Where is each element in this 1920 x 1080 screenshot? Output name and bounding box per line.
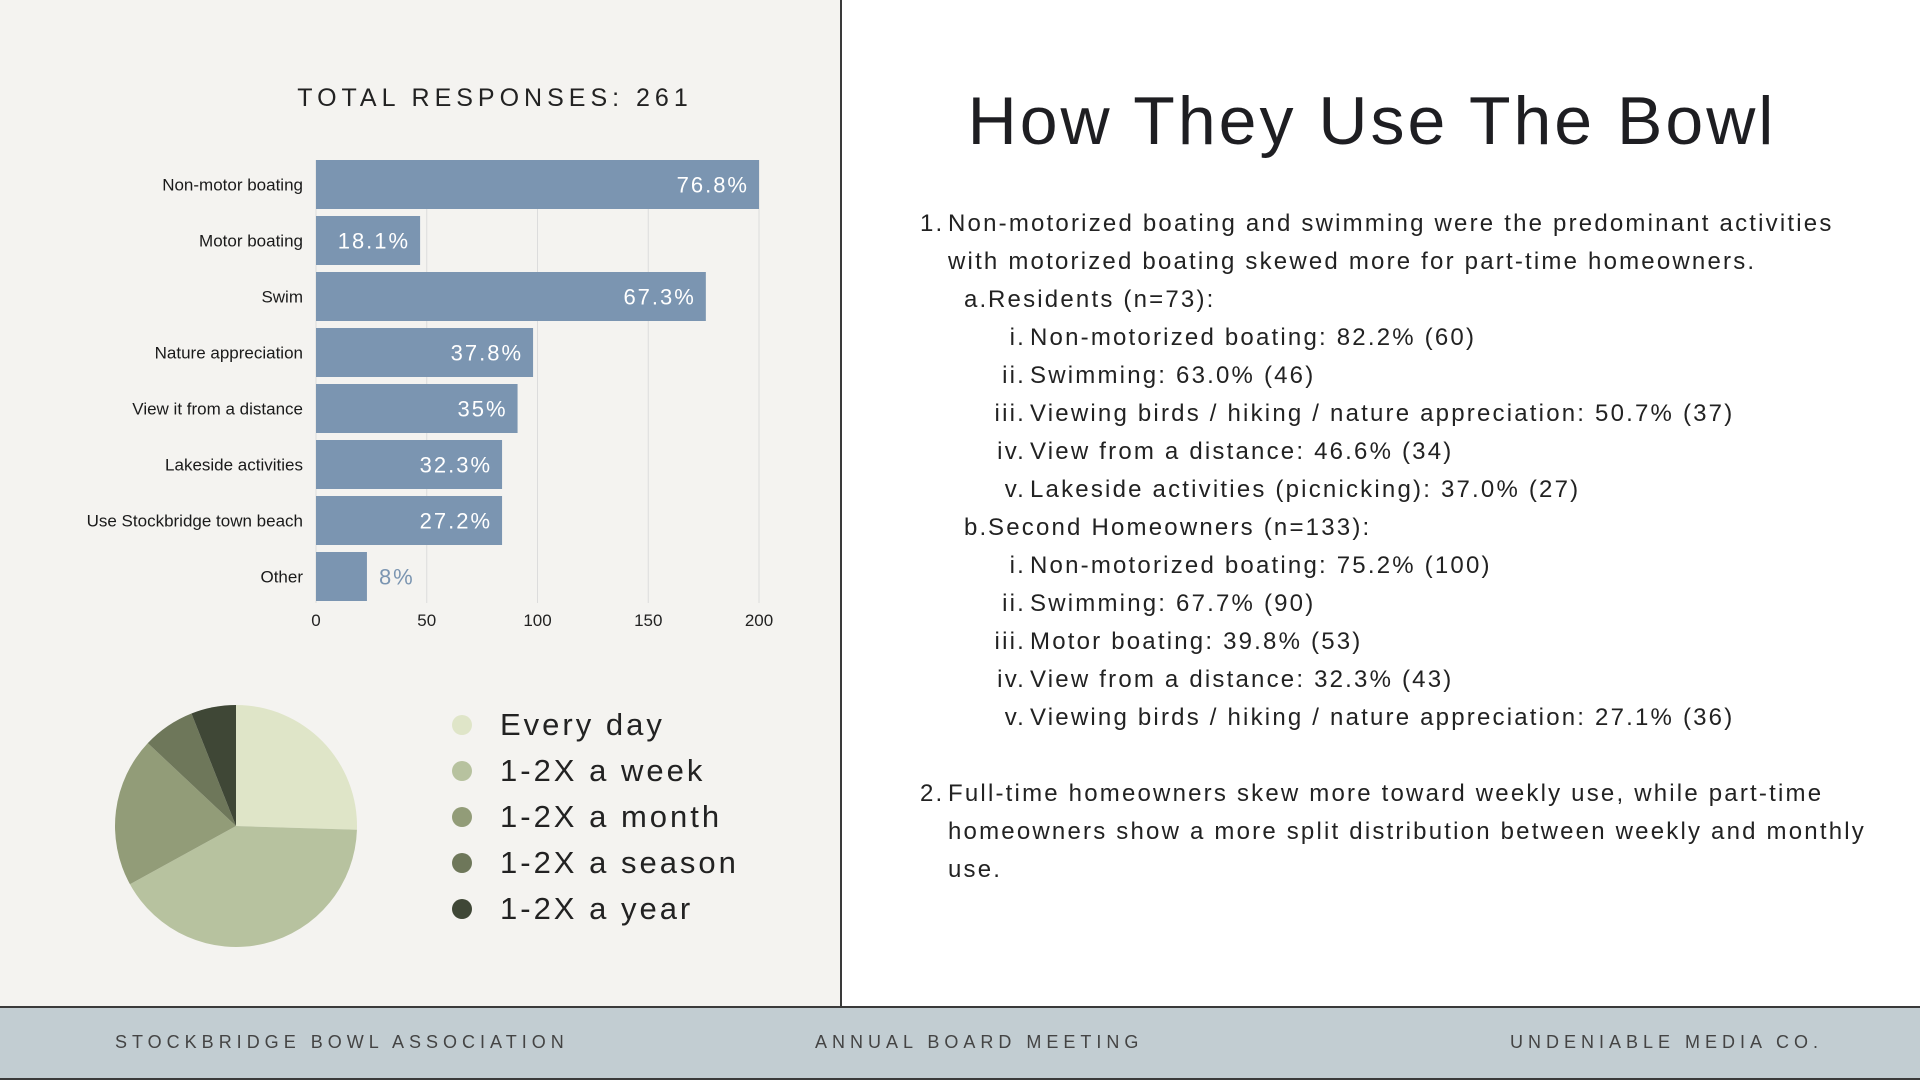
data-label: 8% xyxy=(378,564,415,590)
data-label: 67.3% xyxy=(623,284,696,310)
list-text: View from a distance: 46.6% (34) xyxy=(1030,438,1454,465)
category-label: Motor boating xyxy=(199,231,303,251)
list-item xyxy=(920,395,1870,433)
list-marker: 2. xyxy=(920,780,945,807)
category-label: Non-motor boating xyxy=(162,175,303,195)
data-label: 35% xyxy=(457,396,508,422)
pie-legend xyxy=(452,702,739,932)
footer-organization: STOCKBRIDGE BOWL ASSOCIATION xyxy=(115,1032,569,1052)
legend-swatch xyxy=(452,899,472,919)
list-text: Lakeside activities (picnicking): 37.0% (27) xyxy=(1030,476,1581,503)
list-text: Swimming: 63.0% (46) xyxy=(1030,362,1316,389)
list-text: Non-motorized boating and swimming were the predominant activities with motorized boating skewed more for part-time homeowners. xyxy=(948,210,1834,275)
legend-item xyxy=(452,748,739,794)
legend-item xyxy=(452,840,739,886)
legend-item xyxy=(452,702,739,748)
list-text: Viewing birds / hiking / nature appreciation: 50.7% (37) xyxy=(1030,400,1735,427)
list-item xyxy=(920,775,1870,889)
data-label: 37.8% xyxy=(450,340,524,366)
list-text: Non-motorized boating: 75.2% (100) xyxy=(1030,552,1492,579)
list-marker: b. xyxy=(964,514,989,541)
pie-chart xyxy=(0,0,420,1000)
list-marker: a. xyxy=(964,286,989,313)
list-text: Non-motorized boating: 82.2% (60) xyxy=(1030,324,1477,351)
legend-swatch xyxy=(452,853,472,873)
x-tick-label: 0 xyxy=(311,611,321,630)
data-label: 27.2% xyxy=(419,508,493,534)
list-item xyxy=(920,623,1870,661)
x-tick-label: 100 xyxy=(523,611,552,630)
x-tick-label: 50 xyxy=(417,611,437,630)
list-text: Second Homeowners (n=133): xyxy=(988,514,1372,541)
list-item xyxy=(920,585,1870,623)
legend-label: 1-2X a week xyxy=(500,753,706,788)
legend-swatch xyxy=(452,715,472,735)
category-label: Lakeside activities xyxy=(165,455,303,475)
list-item xyxy=(920,281,1870,319)
footer-company: UNDENIABLE MEDIA CO. xyxy=(1509,1032,1823,1052)
legend-label: 1-2X a month xyxy=(500,799,723,834)
list-marker: 1. xyxy=(920,210,945,237)
category-label: Use Stockbridge town beach xyxy=(86,511,303,531)
list-item xyxy=(920,547,1870,585)
legend-label: 1-2X a year xyxy=(500,891,694,926)
list-text: Viewing birds / hiking / nature appreciation: 27.1% (36) xyxy=(1030,704,1735,731)
list-item xyxy=(920,357,1870,395)
data-label: 18.1% xyxy=(337,228,411,254)
list-marker: v. xyxy=(1004,476,1026,503)
list-item xyxy=(920,699,1870,737)
list-item xyxy=(920,471,1870,509)
list-text: Full-time homeowners skew more toward weekly use, while part-time homeowners show a more split distribution between weekly and monthly use. xyxy=(948,780,1866,883)
x-tick-label: 150 xyxy=(634,611,663,630)
x-tick-label: 200 xyxy=(744,611,774,630)
legend-swatch xyxy=(452,761,472,781)
list-item xyxy=(920,661,1870,699)
list-item xyxy=(920,433,1870,471)
category-label: View it from a distance xyxy=(132,399,303,419)
page-title: How They Use The Bowl xyxy=(967,83,1777,159)
legend-swatch xyxy=(452,807,472,827)
footer-event: ANNUAL BOARD MEETING xyxy=(815,1032,1144,1052)
list-text: View from a distance: 32.3% (43) xyxy=(1030,666,1454,693)
list-marker: iv. xyxy=(997,438,1026,465)
list-marker: iii. xyxy=(994,400,1026,427)
list-marker: iii. xyxy=(994,628,1026,655)
list-marker: i. xyxy=(1009,324,1026,351)
findings-list xyxy=(920,205,1870,889)
spacer xyxy=(920,737,1870,775)
total-responses-title: TOTAL RESPONSES: 261 xyxy=(297,84,693,112)
category-label: Swim xyxy=(261,287,303,307)
list-text: Swimming: 67.7% (90) xyxy=(1030,590,1316,617)
list-marker: ii. xyxy=(1002,590,1026,617)
data-label: 76.8% xyxy=(676,172,749,198)
list-text: Motor boating: 39.8% (53) xyxy=(1030,628,1363,655)
category-label: Nature appreciation xyxy=(154,343,303,363)
list-item xyxy=(920,319,1870,357)
pie-slice xyxy=(236,705,357,830)
legend-item xyxy=(452,886,739,932)
list-item xyxy=(920,205,1870,281)
list-marker: v. xyxy=(1004,704,1026,731)
legend-item xyxy=(452,794,739,840)
list-item xyxy=(920,509,1870,547)
category-label: Other xyxy=(260,567,303,587)
list-marker: iv. xyxy=(997,666,1026,693)
list-marker: i. xyxy=(1009,552,1026,579)
list-text: Residents (n=73): xyxy=(988,286,1216,313)
legend-label: 1-2X a season xyxy=(500,845,739,880)
legend-label: Every day xyxy=(500,707,665,742)
data-label: 32.3% xyxy=(419,452,493,478)
footer-bar xyxy=(0,1006,1920,1080)
list-marker: ii. xyxy=(1002,362,1026,389)
